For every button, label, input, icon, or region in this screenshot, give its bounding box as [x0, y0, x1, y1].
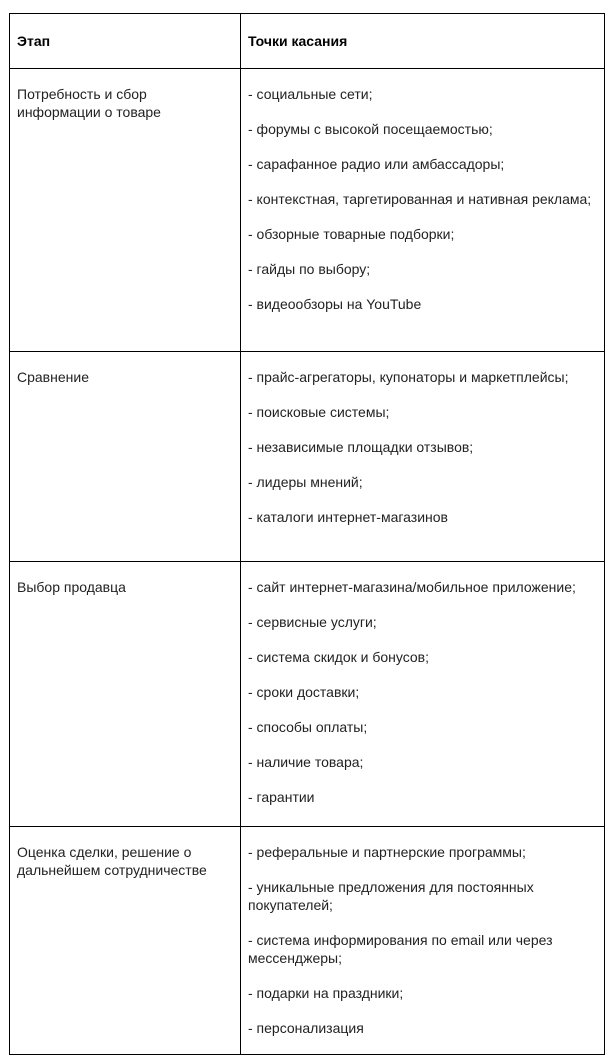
touchpoint-item: - контекстная, таргетированная и нативная реклама;	[248, 191, 592, 207]
touchpoint-item: - обзорные товарные подборки;	[248, 226, 455, 242]
touchpoint-item: - сарафанное радио или амбассадоры;	[248, 156, 505, 172]
touchpoint-item: - наличие товара;	[248, 754, 364, 770]
touchpoints-cell	[241, 352, 605, 562]
touchpoint-item: - сроки доставки;	[248, 684, 360, 700]
stage-cell	[10, 827, 241, 1055]
stage-label: Выбор продавца	[17, 579, 126, 595]
header-stage: Этап	[10, 14, 241, 69]
stage-label: Оценка сделки, решение о дальнейшем сотрудничестве	[17, 844, 207, 878]
touchpoints-list	[248, 562, 597, 806]
touchpoint-item: - подарки на праздники;	[248, 985, 404, 1001]
touchpoint-item: - социальные сети;	[248, 86, 373, 102]
touchpoint-item: - форумы с высокой посещаемостью;	[248, 121, 493, 137]
touchpoint-item: - каталоги интернет-магазинов	[248, 509, 448, 525]
touchpoint-item: - видеообзоры на YouTube	[248, 296, 422, 312]
touchpoint-item: - лидеры мнений;	[248, 474, 363, 490]
touchpoints-list	[248, 352, 597, 526]
touchpoint-item: - поисковые системы;	[248, 404, 390, 420]
stage-label: Сравнение	[17, 369, 89, 385]
touchpoint-item: - система информирования по email или через мессенджеры;	[248, 932, 553, 966]
touchpoint-item: - реферальные и партнерские программы;	[248, 844, 526, 860]
touchpoint-item: - сервисные услуги;	[248, 614, 377, 630]
touchpoints-cell	[241, 562, 605, 827]
stage-cell	[10, 69, 241, 352]
touchpoints-list	[248, 69, 597, 313]
touchpoint-item: - система скидок и бонусов;	[248, 649, 429, 665]
stage-cell	[10, 562, 241, 827]
touchpoint-item: - сайт интернет-магазина/мобильное приложение;	[248, 579, 576, 595]
table-row	[10, 827, 605, 1055]
touchpoint-item: - персонализация	[248, 1020, 364, 1036]
header-touchpoints: Точки касания	[241, 14, 605, 69]
touchpoint-item: - независимые площадки отзывов;	[248, 439, 474, 455]
touchpoints-cell	[241, 69, 605, 352]
touchpoint-item: - гарантии	[248, 789, 315, 805]
table-row	[10, 562, 605, 827]
stage-cell	[10, 352, 241, 562]
table-row	[10, 69, 605, 352]
table-header-row	[10, 14, 605, 69]
table-row	[10, 352, 605, 562]
touchpoints-list	[248, 827, 597, 1037]
touchpoint-item: - прайс-агрегаторы, купонаторы и маркетплейсы;	[248, 369, 569, 385]
touchpoint-item: - способы оплаты;	[248, 719, 368, 735]
touchpoint-item: - уникальные предложения для постоянных покупателей;	[248, 879, 534, 913]
touchpoint-item: - гайды по выбору;	[248, 261, 371, 277]
touchpoints-cell	[241, 827, 605, 1055]
customer-journey-table	[9, 13, 605, 1055]
stage-label: Потребность и сбор информации о товаре	[17, 86, 161, 120]
